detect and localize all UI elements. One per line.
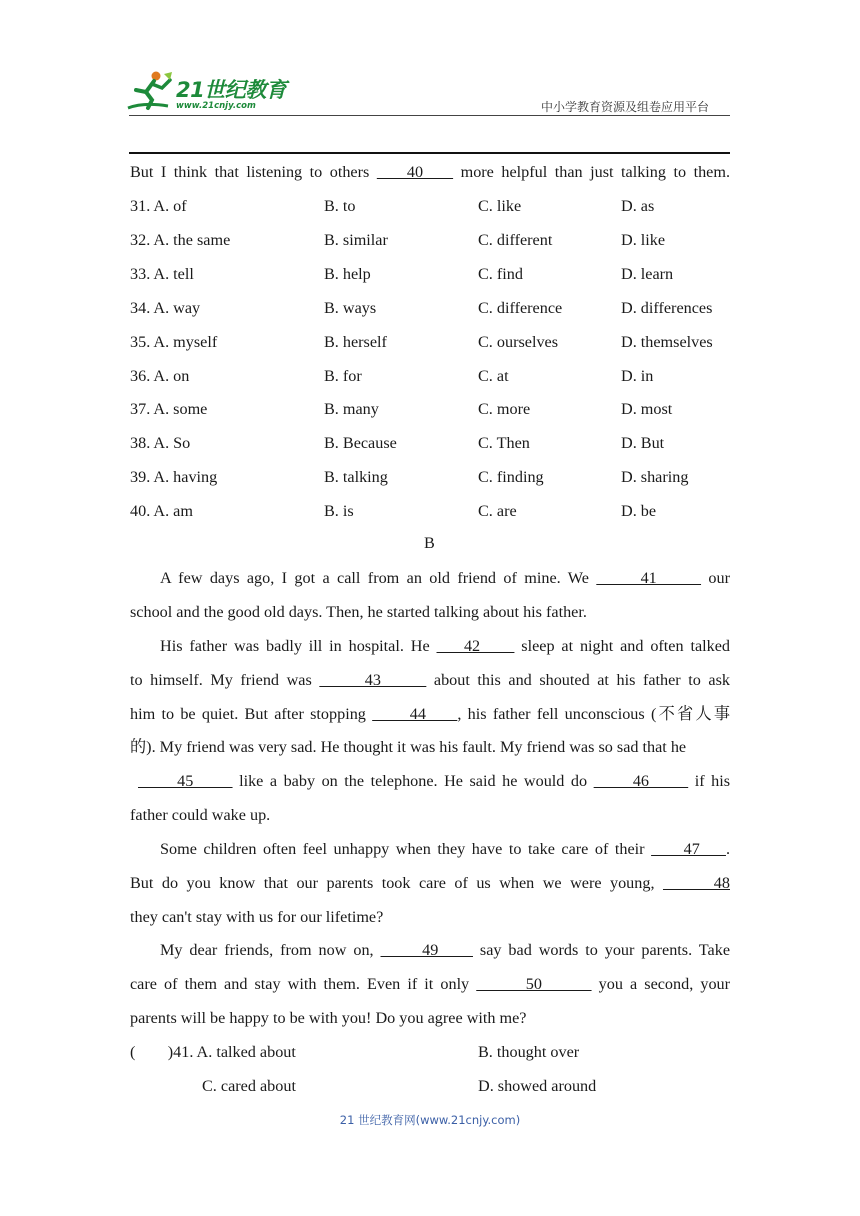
passage-line: school and the good old days. Then, he started talking about his father. [130,603,587,621]
blank-47: 47 [651,840,726,858]
option-a: 40. A. am [130,502,193,521]
option-d: D. themselves [621,332,713,351]
logo-text: 21世纪教育 [176,78,287,102]
footer-text: 21 世纪教育网(www.21cnjy.com) [339,1113,521,1127]
option-d: D. differences [621,298,713,317]
option-b: B. ways [324,298,377,317]
option-a: 39. A. having [130,468,218,487]
option-d: D. in [621,366,654,385]
option-b: B. Because [324,434,397,453]
site-logo [124,68,294,118]
blank-40: 40 [376,163,454,181]
option-d: D. sharing [621,468,689,487]
passage-line: father could wake up. [130,806,271,824]
passage-line: His father was badly ill in hospital. He 42 sleep at night and often talked [160,637,730,655]
option-a: 32. A. the same [130,230,231,249]
passage-line: Some children often feel unhappy when they have to take care of their 47 . [160,840,730,858]
option-b: B. many [324,400,379,419]
option-c: C. finding [478,468,544,487]
blank-48: 48 [662,874,730,892]
option-a: 35. A. myself [130,332,218,351]
option-c: C. difference [478,298,563,317]
option-b: B. talking [324,468,388,487]
option-b: B. help [324,264,371,283]
option-a: 31. A. of [130,197,187,215]
section-b-heading: B [424,534,435,552]
passage-line: they can't stay with us for our lifetime? [130,908,384,926]
option-c: C. Then [478,434,530,453]
q41-option-d: D. showed around [478,1077,597,1095]
option-d: D. be [621,502,657,521]
option-d: D. most [621,400,673,419]
passage-line: 45 like a baby on the telephone. He said he would do 46 if his [138,772,731,790]
blank-42: 42 [436,637,515,655]
blank-50: 50 [476,975,592,993]
blank-49: 49 [380,941,473,959]
passage-line: But do you know that our parents took care of us when we were young, 48 [130,874,730,892]
blank-45: 45 [138,772,233,790]
q41-option-a: ( )41. A. talked about [130,1043,296,1061]
option-d: D. But [621,434,665,453]
logo-url: www.21cnjy.com [176,101,256,111]
option-c: C. like [478,197,522,215]
passage-line: care of them and stay with them. Even if it only 50 you a second, your [130,975,731,993]
option-c: C. at [478,366,509,385]
passage-line: parents will be happy to be with you! Do you agree with me? [130,1009,527,1027]
blank-46: 46 [593,772,689,790]
option-c: C. different [478,230,553,249]
option-c: C. ourselves [478,332,559,351]
passage-line: My dear friends, from now on, 49 say bad words to your parents. Take [160,941,730,959]
platform-name: 中小学教育资源及组卷应用平台 [541,100,710,114]
blank-43: 43 [319,671,427,689]
option-a: 33. A. tell [130,264,194,283]
option-c: C. more [478,400,531,419]
option-c: C. find [478,264,523,283]
q41-option-b: B. thought over [478,1043,580,1061]
content-divider [129,152,730,154]
option-b: B. to [324,197,356,215]
option-b: B. for [324,366,362,385]
option-b: B. herself [324,332,387,351]
blank-44: 44 [372,705,458,723]
header-divider [129,115,730,116]
q41-option-c: C. cared about [202,1077,296,1095]
option-a: 34. A. way [130,298,201,317]
option-a: 38. A. So [130,434,191,453]
option-c: C. are [478,502,517,521]
option-a: 36. A. on [130,366,190,385]
passage-line: him to be quiet. But after stopping 44 , his father fell unconscious (不省人事 [130,705,731,723]
option-b: B. is [324,502,354,521]
option-b: B. similar [324,230,388,249]
option-a: 37. A. some [130,400,208,419]
option-d: D. like [621,230,666,249]
option-d: D. as [621,197,655,215]
runner-logo-icon [124,68,176,114]
passage-line: 的). My friend was very sad. He thought it was his fault. My friend was so sad that he [130,738,687,756]
passage-line: to himself. My friend was 43 about this and shouted at his father to ask [130,671,730,689]
passage-line: A few days ago, I got a call from an old friend of mine. We 41 our [160,569,731,587]
top-sentence: But I think that listening to others 40 more helpful than just talking to them. [130,163,731,181]
blank-41: 41 [596,569,702,587]
option-d: D. learn [621,264,674,283]
